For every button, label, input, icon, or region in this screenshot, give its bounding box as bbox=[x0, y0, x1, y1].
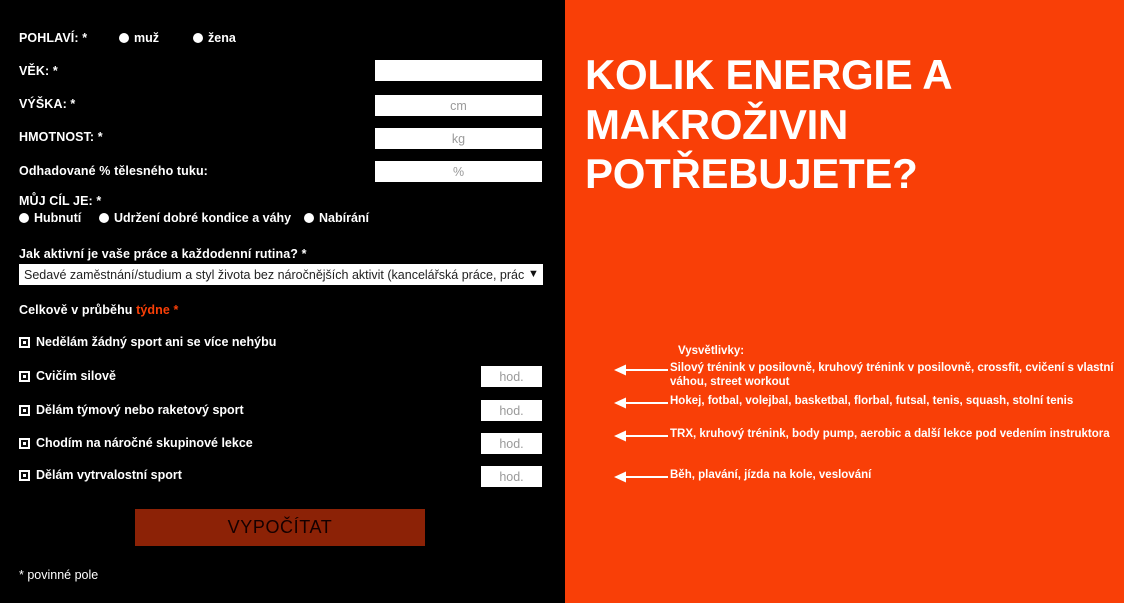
radio-goal-maintain-label: Udržení dobré kondice a váhy bbox=[114, 211, 292, 225]
radio-gender-female-label: žena bbox=[208, 31, 236, 45]
radio-dot-icon bbox=[19, 213, 29, 223]
age-label-text: VĚK: bbox=[19, 64, 50, 78]
legend-row bbox=[612, 361, 1124, 389]
hours-input-team-sport[interactable] bbox=[481, 400, 542, 421]
checkbox-team-sport[interactable] bbox=[19, 403, 244, 417]
promo-headline-line-2: MAKROŽIVIN bbox=[585, 100, 848, 148]
checkbox-endurance-label: Dělám vytrvalostní sport bbox=[36, 468, 182, 482]
arrow-left-icon bbox=[612, 396, 670, 410]
legend-title: Vysvětlivky: bbox=[678, 345, 745, 357]
checkbox-group-lessons[interactable] bbox=[19, 436, 253, 450]
goal-required-mark: * bbox=[96, 194, 102, 208]
checkbox-group-lessons-label: Chodím na náročné skupinové lekce bbox=[36, 436, 253, 450]
checkbox-icon bbox=[19, 405, 30, 416]
height-label-text: VÝŠKA: bbox=[19, 97, 67, 111]
arrow-left-icon bbox=[612, 429, 670, 443]
weekly-required-mark: * bbox=[173, 303, 179, 317]
weight-required-mark: * bbox=[97, 130, 103, 144]
age-required-mark: * bbox=[52, 64, 58, 78]
age-label bbox=[19, 64, 58, 78]
checkbox-no-sport-label: Nedělám žádný sport ani se více nehýbu bbox=[36, 335, 277, 349]
bodyfat-input[interactable] bbox=[375, 161, 542, 182]
promo-panel bbox=[565, 0, 1124, 603]
checkbox-icon bbox=[19, 470, 30, 481]
legend-row-text: Běh, plavání, jízda na kole, veslování bbox=[670, 469, 872, 481]
hours-input-endurance[interactable] bbox=[481, 466, 542, 487]
goal-label bbox=[19, 194, 101, 208]
bodyfat-label: Odhadované % tělesného tuku: bbox=[19, 164, 208, 178]
radio-dot-icon bbox=[304, 213, 314, 223]
gender-required-mark: * bbox=[82, 31, 88, 45]
radio-dot-icon bbox=[99, 213, 109, 223]
radio-dot-icon bbox=[119, 33, 129, 43]
radio-dot-icon bbox=[193, 33, 203, 43]
weight-input[interactable] bbox=[375, 128, 542, 149]
checkbox-strength[interactable] bbox=[19, 369, 116, 383]
weight-label-text: HMOTNOST: bbox=[19, 130, 95, 144]
radio-gender-male[interactable] bbox=[119, 31, 159, 45]
chevron-down-icon: ▼ bbox=[528, 268, 539, 280]
radio-gender-female[interactable] bbox=[193, 31, 236, 45]
weekly-heading bbox=[19, 303, 179, 317]
activity-label bbox=[19, 247, 307, 261]
height-required-mark: * bbox=[70, 97, 76, 111]
hours-input-strength[interactable] bbox=[481, 366, 542, 387]
activity-select[interactable] bbox=[19, 264, 543, 285]
radio-goal-lose[interactable] bbox=[19, 211, 81, 225]
age-input[interactable] bbox=[375, 60, 542, 81]
hours-input-group-lessons[interactable] bbox=[481, 433, 542, 454]
radio-goal-gain[interactable] bbox=[304, 211, 369, 225]
gender-label bbox=[19, 31, 87, 45]
checkbox-no-sport[interactable] bbox=[19, 335, 276, 349]
calculate-button[interactable]: VYPOČÍTAT bbox=[135, 509, 425, 546]
activity-required-mark: * bbox=[301, 247, 307, 261]
checkbox-strength-label: Cvičím silově bbox=[36, 369, 116, 383]
legend-row bbox=[612, 468, 1124, 484]
checkbox-team-sport-label: Dělám týmový nebo raketový sport bbox=[36, 403, 244, 417]
radio-goal-gain-label: Nabírání bbox=[319, 211, 370, 225]
checkbox-endurance[interactable] bbox=[19, 468, 182, 482]
checkbox-icon bbox=[19, 371, 30, 382]
height-input[interactable] bbox=[375, 95, 542, 116]
checkbox-icon bbox=[19, 337, 30, 348]
goal-label-text: MŮJ CÍL JE: bbox=[19, 194, 93, 208]
gender-label-text: POHLAVÍ: bbox=[19, 31, 79, 45]
checkbox-icon bbox=[19, 438, 30, 449]
required-fields-footnote: * povinné pole bbox=[19, 568, 99, 582]
radio-goal-lose-label: Hubnutí bbox=[34, 211, 82, 225]
radio-goal-maintain[interactable] bbox=[99, 211, 291, 225]
promo-headline-line-3: POTŘEBUJETE? bbox=[585, 150, 918, 198]
arrow-left-icon bbox=[612, 363, 670, 377]
legend-row-text: TRX, kruhový trénink, body pump, aerobic a další lekce pod vedením instruktora bbox=[670, 428, 1110, 440]
promo-headline bbox=[585, 50, 1105, 199]
weekly-heading-prefix: Celkově v průběhu bbox=[19, 303, 137, 317]
legend-row bbox=[612, 394, 1124, 410]
height-label bbox=[19, 97, 75, 111]
promo-headline-line-1: KOLIK ENERGIE A bbox=[585, 51, 953, 98]
legend-row-text: Silový trénink v posilovně, kruhový trénink v posilovně, crossfit, cvičení s vlastní váhou, street workout bbox=[670, 362, 1114, 389]
radio-gender-male-label: muž bbox=[134, 31, 159, 45]
weight-label bbox=[19, 130, 103, 144]
arrow-left-icon bbox=[612, 470, 670, 484]
legend-row-text: Hokej, fotbal, volejbal, basketbal, florbal, futsal, tenis, squash, stolní tenis bbox=[670, 395, 1074, 407]
activity-label-text: Jak aktivní je vaše práce a každodenní rutina? bbox=[19, 247, 299, 261]
weekly-heading-highlight: týdne bbox=[136, 303, 170, 317]
legend-row bbox=[612, 427, 1124, 443]
activity-select-wrapper bbox=[19, 264, 543, 285]
